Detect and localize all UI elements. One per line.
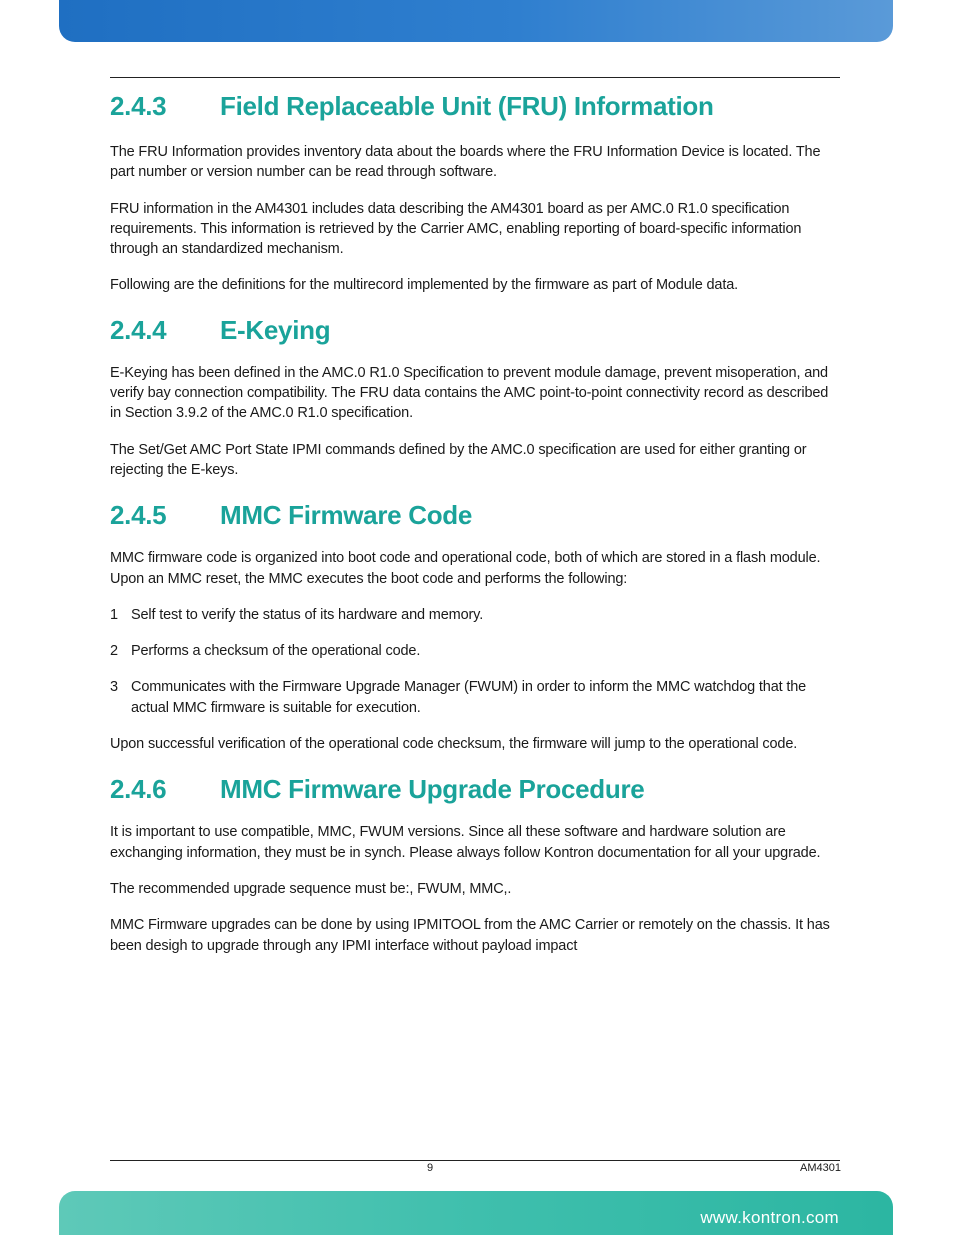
footer-band <box>59 1191 893 1235</box>
section-heading-fru <box>110 91 840 121</box>
paragraph: The FRU Information provides inventory data about the boards where the FRU Information Device is located. The part number or version number can be read through software. <box>110 144 821 181</box>
paragraph: The Set/Get AMC Port State IPMI commands defined by the AMC.0 specification are used for either granting or rejecting the E-keys. <box>110 441 807 478</box>
website-link[interactable]: www.kontron.com <box>700 1208 839 1227</box>
list-item <box>110 641 840 661</box>
product-name: AM4301 <box>800 1162 841 1174</box>
section-number: 2.4.4 <box>110 314 167 345</box>
paragraph: It is important to use compatible, MMC, FWUM versions. Since all these software and hardware solution are exchanging information, they must be in synch. Please always follow Kontron documentation for all your upgrade. <box>110 824 821 861</box>
section-title: Field Replaceable Unit (FRU) Information <box>220 91 714 121</box>
list-text: Self test to verify the status of its hardware and memory. <box>131 606 484 623</box>
list-number: 3 <box>110 679 118 696</box>
section-heading-mmc-upgrade <box>110 774 840 804</box>
list-text: Communicates with the Firmware Upgrade Manager (FWUM) in order to inform the MMC watchdog that the actual MMC firmware is suitable for execution. <box>131 679 807 716</box>
section-heading-mmc-firmware-code <box>110 500 840 530</box>
paragraph: E-Keying has been defined in the AMC.0 R1.0 Specification to prevent module damage, prevent misoperation, and verify bay connection compatibility. The FRU data contains the AMC point-to-point connectivity record as described in Section 3.9.2 of the AMC.0 R1.0 specification. <box>110 364 829 422</box>
section-number: 2.4.3 <box>110 91 167 121</box>
list-item <box>110 677 840 718</box>
list-text: Performs a checksum of the operational code. <box>131 643 421 660</box>
section-number: 2.4.5 <box>110 500 167 531</box>
paragraph: MMC Firmware upgrades can be done by using IPMITOOL from the AMC Carrier or remotely on the chassis. It has been desigh to upgrade through any IPMI interface without payload impact <box>110 917 830 954</box>
paragraph: Following are the definitions for the multirecord implemented by the firmware as part of Module data. <box>110 277 738 294</box>
page-number: 9 <box>427 1162 434 1174</box>
section-heading-e-keying <box>110 315 840 345</box>
list-number: 2 <box>110 643 118 660</box>
section-title: E-Keying <box>220 314 331 345</box>
section-number: 2.4.6 <box>110 774 167 805</box>
paragraph: FRU information in the AM4301 includes data describing the AM4301 board as per AMC.0 R1.0 specification requirements. This information is retrieved by the Carrier AMC, enabling reporting of board-specific information through an standardized mechanism. <box>110 200 802 258</box>
list-number: 1 <box>110 606 118 623</box>
paragraph: Upon successful verification of the operational code checksum, the firmware will jump to the operational code. <box>110 736 798 753</box>
footer-divider <box>110 1160 840 1161</box>
paragraph: The recommended upgrade sequence must be:, FWUM, MMC,. <box>110 880 512 897</box>
page-content <box>110 78 840 956</box>
section-title: MMC Firmware Code <box>220 500 473 531</box>
section-title: MMC Firmware Upgrade Procedure <box>220 774 645 805</box>
header-band <box>59 0 893 42</box>
paragraph: MMC firmware code is organized into boot code and operational code, both of which are stored in a flash module. Upon an MMC reset, the MMC executes the boot code and performs the following: <box>110 550 821 587</box>
list-item <box>110 605 840 625</box>
